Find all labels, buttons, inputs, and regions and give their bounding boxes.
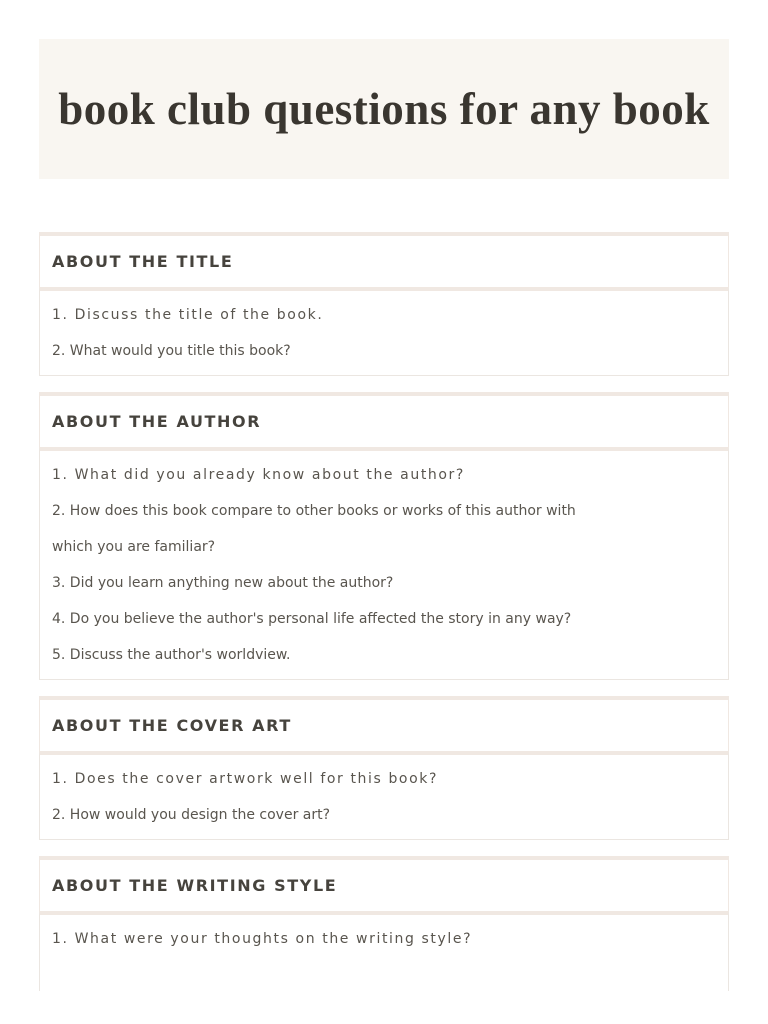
section-heading: ABOUT THE TITLE — [52, 252, 234, 271]
question-item: 3. Did you learn anything new about the author? — [52, 575, 394, 591]
section-about-the-writing-style — [39, 856, 729, 991]
question-item: 2. How does this book compare to other books or works of this author with which you are familiar? — [52, 503, 576, 555]
section-about-the-author — [39, 392, 729, 680]
section-about-the-cover-art — [39, 696, 729, 840]
section-header — [39, 856, 729, 911]
question-item: 2. What would you title this book? — [52, 343, 291, 359]
section-body — [39, 287, 729, 376]
question-item: 1. Does the cover artwork well for this book? — [52, 771, 439, 787]
section-heading: ABOUT THE COVER ART — [52, 716, 292, 735]
section-about-the-title — [39, 232, 729, 376]
question-sections — [39, 232, 729, 1007]
question-item: 2. How would you design the cover art? — [52, 807, 331, 823]
question-item: 5. Discuss the author's worldview. — [52, 647, 291, 663]
question-item: 1. Discuss the title of the book. — [52, 307, 324, 323]
question-item: 1. What were your thoughts on the writing style? — [52, 931, 473, 947]
title-banner — [39, 39, 729, 179]
section-heading: ABOUT THE WRITING STYLE — [52, 876, 338, 895]
section-body — [39, 751, 729, 840]
page-title: book club questions for any book — [58, 84, 710, 134]
section-header — [39, 232, 729, 287]
section-header — [39, 392, 729, 447]
question-item: 1. What did you already know about the author? — [52, 467, 465, 483]
section-heading: ABOUT THE AUTHOR — [52, 412, 262, 431]
question-item: 4. Do you believe the author's personal life affected the story in any way? — [52, 611, 572, 627]
section-body — [39, 447, 729, 680]
section-body — [39, 911, 729, 991]
section-header — [39, 696, 729, 751]
